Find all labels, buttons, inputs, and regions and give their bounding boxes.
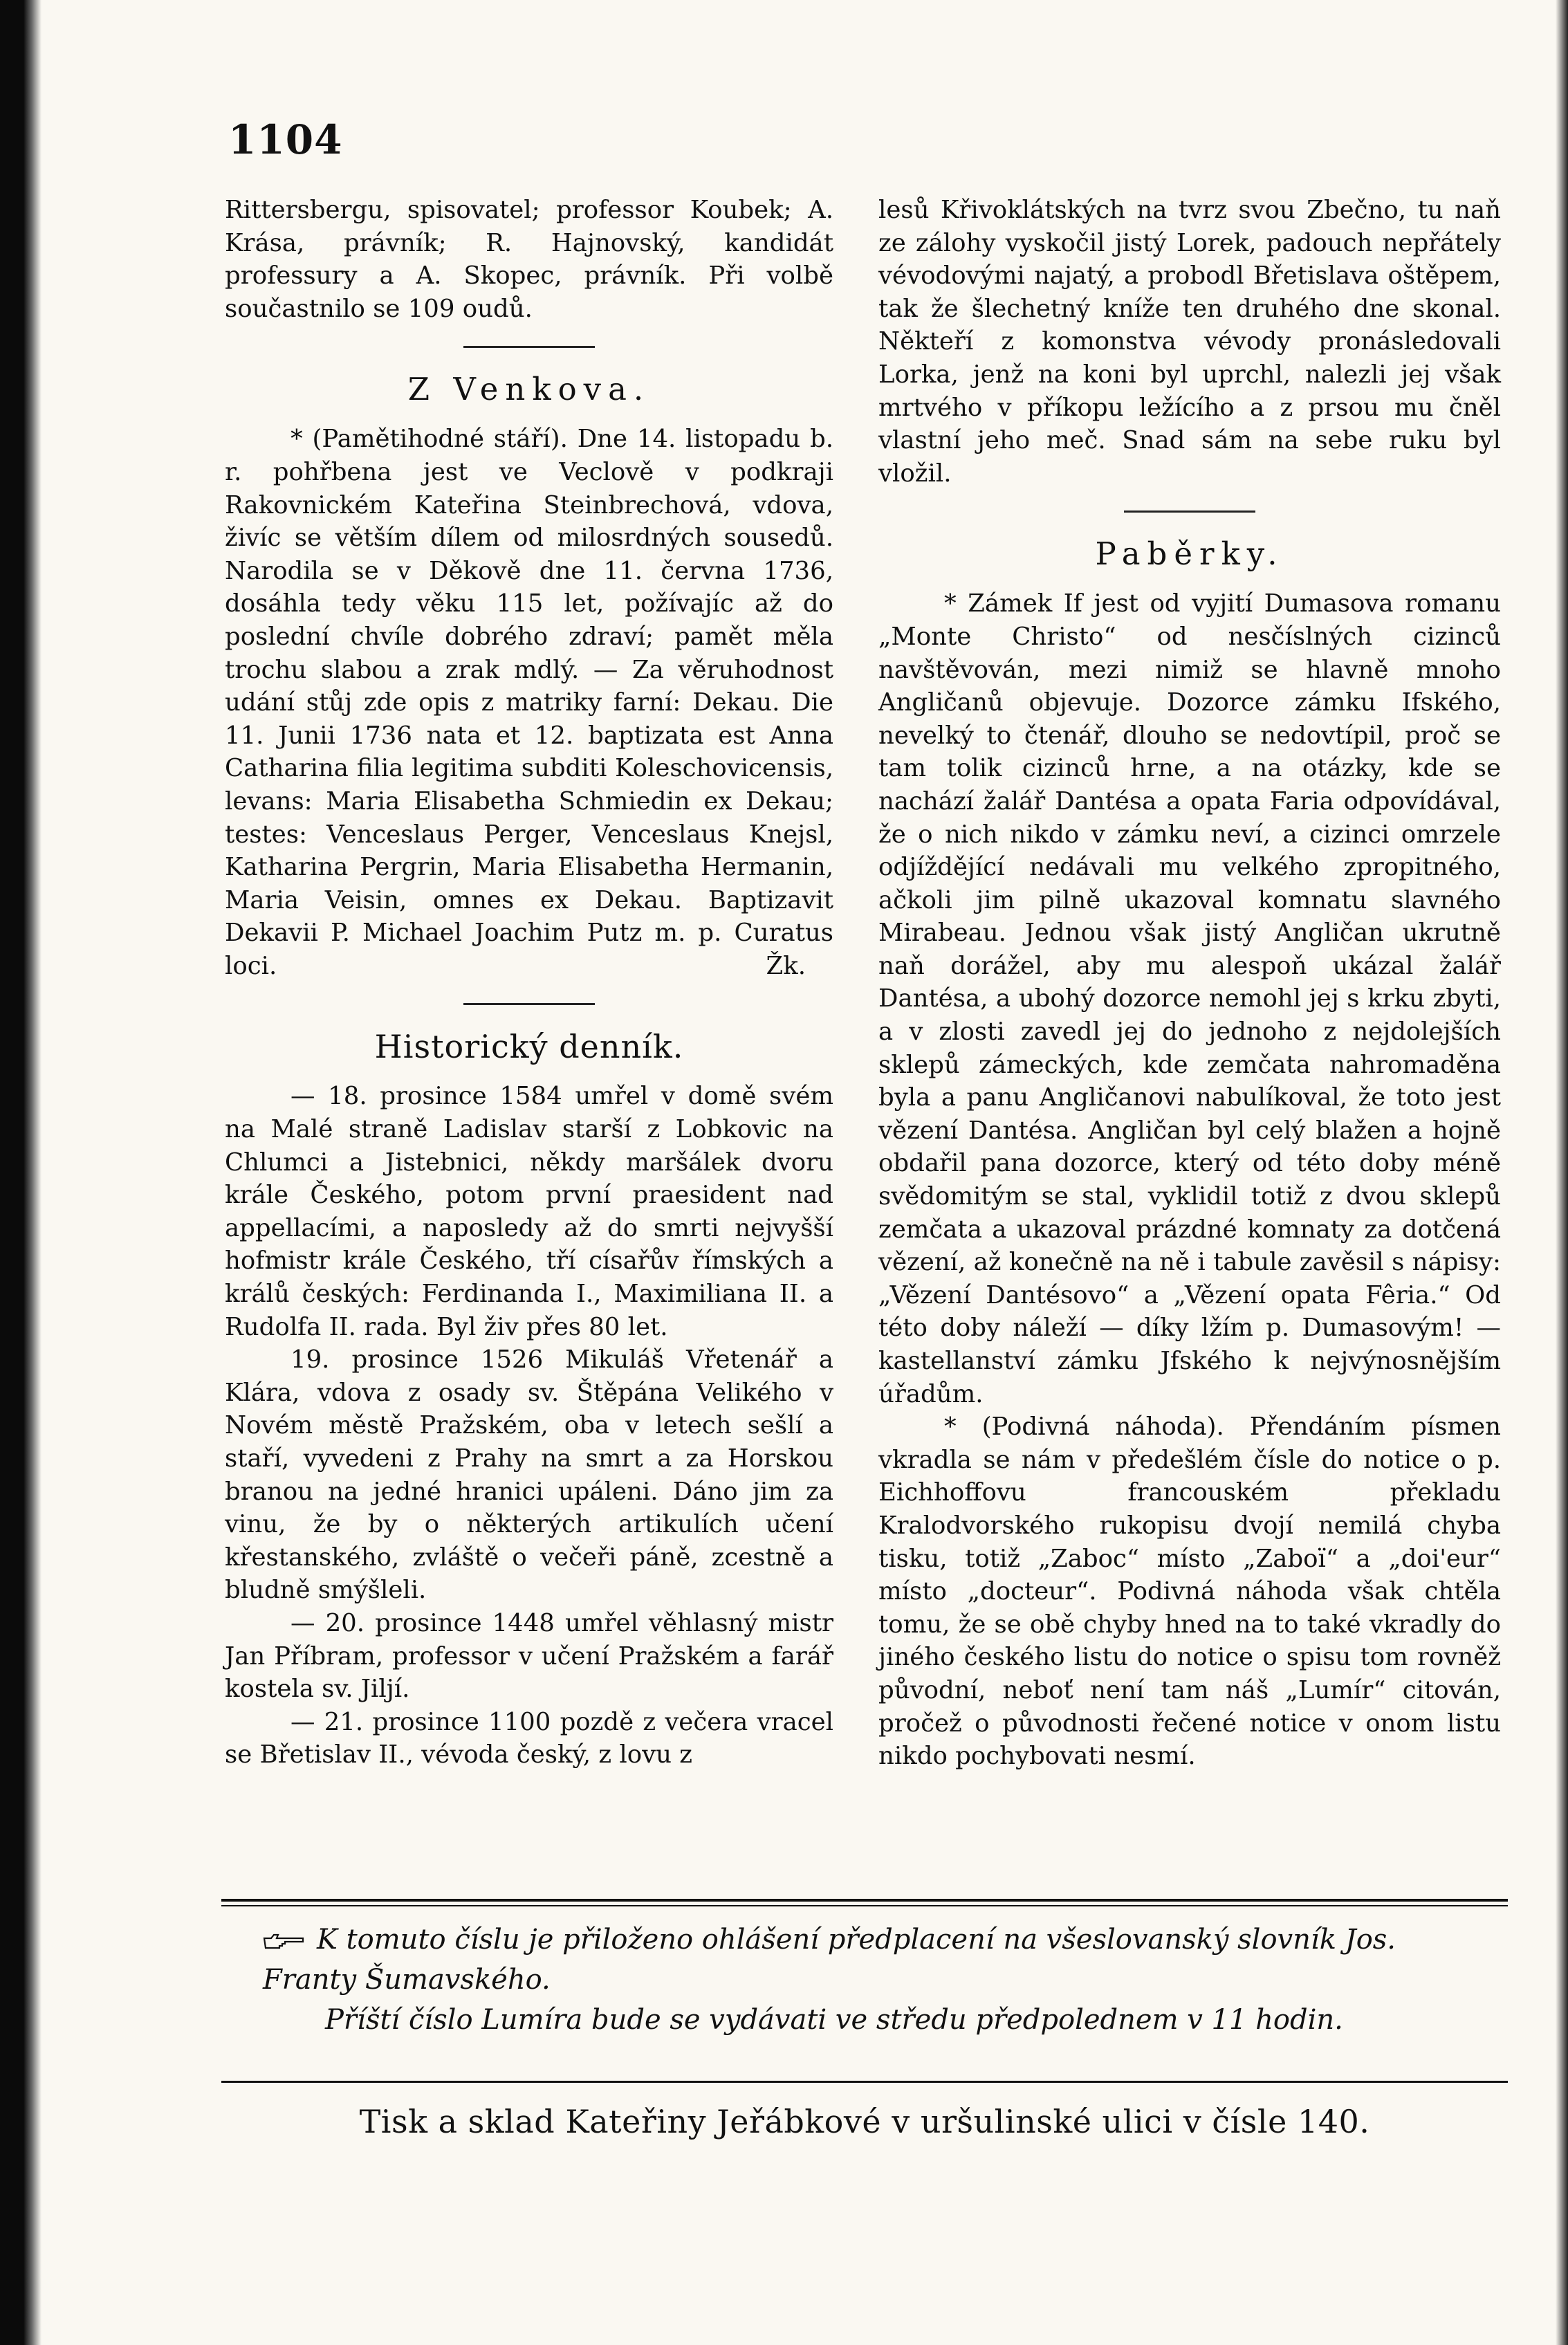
dennik-entry: — 20. prosince 1448 umřel věhlasný mistr Jan Příbram, professor v učení Pražském a farář kostela sv. Jiljí. (225, 1608, 833, 1704)
dennik-entry: 19. prosince 1526 Mikuláš Vřetenář a Klára, vdova z osady sv. Štěpána Velikého v Novém městě Pražském, oba v letech sešlí a staří, vyvedeni z Prahy na smrt a za Horskou branou na jedné hranici upáleni. Dáno jim za vinu, že by o některých artikulích učení křestanského, zvláště o večeři páně, zcestně a bludně smýšleli. (225, 1345, 833, 1605)
right-column (878, 194, 1501, 1773)
dennik-title: Historický denník. (374, 1028, 684, 1066)
paberky-paragraph: * (Podivná náhoda). Přendáním písmen vkradla se nám v předešlém čísle do notice o p. Eichhoffovu francouském překladu Kralodvorského rukopisu dvojí nemilá chyba tisku, totiž „Zaboc“ místo „Zaboï“ a „doi'eur“ místo „docteur“. Podivná náhoda však chtěla tomu, že se obě chyby hned na to také vkradly do jiného českého listu do notice o spisu tom rovněž původní, neboť není tam náš „Lumír“ citován, pročež o původnosti řečené notice v onom listu nikdo pochybovati nesmí. (878, 1413, 1501, 1771)
dennik-entry: — 21. prosince 1100 pozdě z večera vracel se Břetislav II., vévoda český, z lovu z (225, 1707, 833, 1769)
subscription-notice (263, 1920, 1494, 2040)
rule-above-imprint (221, 2081, 1508, 2083)
continuation-paragraph: lesů Křivoklátských na tvrz svou Zbečno, tu naň ze zálohy vyskočil jistý Lorek, padouch nepřátely vévodovými najatý, a probodl Břetislava oštěpem, tak že šlechetný kníže ten druhého dne skonal. Někteří z komonstva vévody pronásledovali Lorka, jenž na koni byl uprchl, nalezli jej však mrtvého v příkopu ležícího a z prsou mu čněl vlastní jeho meč. Snad sám na sebe ruku byl vložil. (878, 196, 1501, 488)
paberky-paragraph: * Zámek If jest od vyjití Dumasova romanu „Monte Christo“ od nesčíslných cizinců navštěvován, mezi nimiž se hlavně mnoho Angličanů objevuje. Dozorce zámku Ifského, nevelký to čtenář, dlouho se nedovtípil, proč se tam tolik cizinců hrne, a na otázky, kde se nachází žalář Dantésa a opata Faria odpovídával, že o nich nikdo v zámku neví, a cizinci omrzele odjíždějící nedávali mu velkého zpropitného, ačkoli jim pilně ukazoval komnatu slavného Mirabeau. Jednou však jistý Angličan ukrutně naň dorážel, aby mu alespoň ukázal žalář Dantésa, a ubohý dozorce nemohl jej s krku zbyti, a v zlosti zavedl jej do jednoho z nejdolejších sklepů zámeckých, kde zemčata nahromaděna byla a panu Angličanovi nabulíkoval, že toto jest vězení Dantésa. Angličan byl celý blažen a hojně obdařil pana dozorce, který od této doby méně svědomitým se stal, vyklidil totiž z dvou sklepů zemčata a ukazoval prázdné komnaty za dotčená vězení, až konečně na ně i tabule zavěsil s nápisy: „Vězení Dantésovo“ a „Vězení opata Fêria.“ Od této doby náleží — díky lžím p. Dumasovým! — kastellanství zámku Jfského k nejvýnosnějším úřadům. (878, 589, 1501, 1408)
double-rule-top (221, 1899, 1508, 1906)
scan-binding-edge (0, 0, 41, 2345)
paberky-title: Paběrky. (1095, 535, 1284, 573)
venkov-title: Z Venkova. (407, 371, 651, 408)
section-divider (463, 346, 595, 348)
printer-imprint: Tisk a sklad Kateřiny Jeřábkové v uršulinské ulici v čísle 140. (359, 2103, 1370, 2140)
venkov-signature: Žk. (766, 951, 806, 980)
pointing-hand-icon (263, 1933, 306, 1951)
scan-right-edge (1556, 0, 1568, 2345)
section-divider (1124, 511, 1255, 513)
left-column (225, 194, 833, 1772)
page-number: 1104 (228, 116, 343, 163)
section-divider (463, 1003, 595, 1005)
notice-line-1: K tomuto číslu je přiloženo ohlášení předplacení na všeslovanský slovník Jos. Franty Šumavského. (263, 1924, 1396, 1996)
dennik-entry: — 18. prosince 1584 umřel v domě svém na Malé straně Ladislav starší z Lobkovic na Chlumci a Jistebnici, někdy maršálek dvoru krále Českého, potom první praesident nad appellacími, a naposledy až do smrti nejvyšší hofmistr krále Českého, tří císařův římských a králů českých: Ferdinanda I., Maximiliana II. a Rudolfa II. rada. Byl živ přes 80 let. (225, 1082, 833, 1341)
venkov-paragraph: * (Pamětihodné stáří). Dne 14. listopadu b. r. pohřbena jest ve Veclově v podkraji Rakovnickém Kateřina Steinbrechová, vdova, živíc se větším dílem od milosrdných sousedů. Narodila se v Děkově dne 11. června 1736, dosáhla tedy věku 115 let, požívajíc až do poslední chvíle dobrého zdraví; pamět měla trochu slabou a zrak mdlý. — Za věruhodnost udání stůj zde opis z matriky farní: Dekau. Die 11. Junii 1736 nata et 12. baptizata est Anna Catharina filia legitima subditi Koleschovicensis, levans: Maria Elisabetha Schmiedin ex Dekau; testes: Venceslaus Perger, Venceslaus Knejsl, Katharina Pergrin, Maria Elisabetha Hermanin, Maria Veisin, omnes ex Dekau. Baptizavit Dekavii P. Michael Joachim Putz m. p. Curatus loci. (225, 425, 833, 980)
intro-paragraph: Rittersbergu, spisovatel; professor Koubek; A. Krása, právník; R. Hajnovský, kandidát professury a A. Skopec, právník. Při volbě součastnilo se 109 oudů. (225, 196, 833, 323)
notice-line-2: Příští číslo Lumíra bude se vydávati ve středu předpolednem v 11 hodin. (325, 2004, 1343, 2036)
